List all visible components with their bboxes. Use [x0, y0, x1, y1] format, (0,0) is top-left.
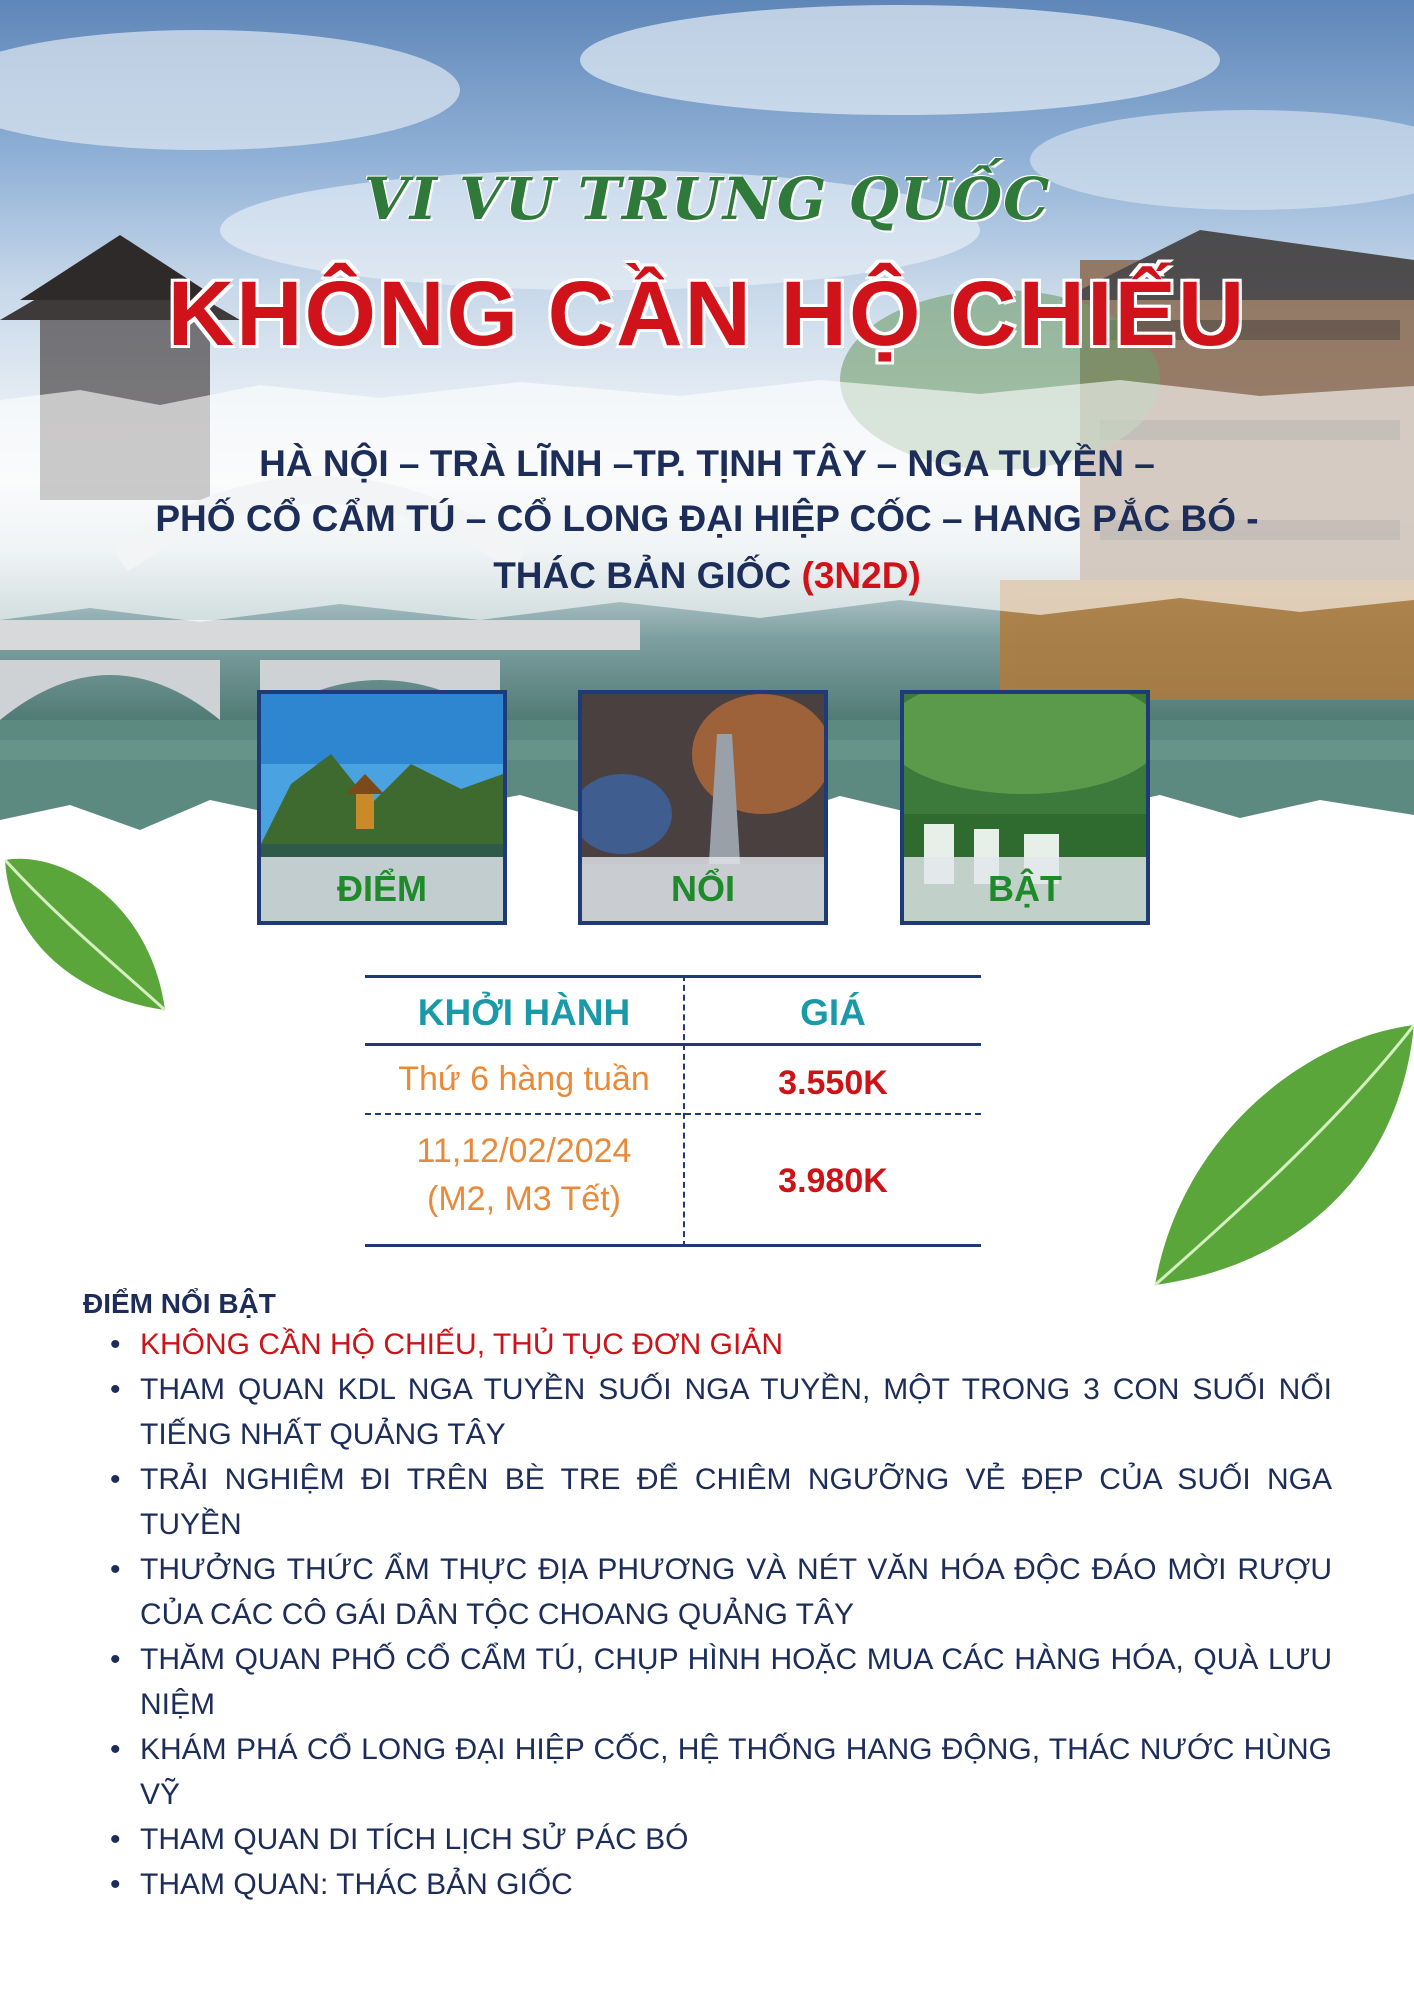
table-header-rule: [365, 1043, 981, 1046]
photo-card-cave: [578, 690, 828, 925]
table-row-2-price: 3.980K: [778, 1162, 888, 1200]
bullet-icon: •: [110, 1868, 121, 1901]
header-price: GIÁ: [800, 992, 866, 1033]
photo-card-karst: [257, 690, 507, 925]
table-top-rule: [365, 975, 981, 978]
highlight-item: • THAM QUAN DI TÍCH LỊCH SỬ PÁC BÓ: [110, 1817, 1332, 1862]
route-line-3: [100, 555, 1314, 597]
highlights-list: [110, 1322, 1332, 1907]
highlights-title: ĐIỂM NỔI BẬT: [83, 1288, 276, 1319]
bullet-icon: •: [110, 1643, 121, 1676]
bullet-icon: •: [110, 1553, 121, 1586]
highlight-item: • THAM QUAN KDL NGA TUYỀN SUỐI NGA TUYỀN, MỘT TRONG 3 CON SUỐI NỔI TIẾNG NHẤT QUẢNG TÂY: [110, 1367, 1332, 1457]
header-departure: KHỞI HÀNH: [417, 992, 631, 1033]
highlight-item: • THƯỞNG THỨC ẨM THỰC ĐỊA PHƯƠNG VÀ NÉT VĂN HÓA ĐỘC ĐÁO MỜI RƯỢU CỦA CÁC CÔ GÁI DÂN TỘC CHOANG QUẢNG TÂY: [110, 1547, 1332, 1637]
highlight-item: • KHÁM PHÁ CỔ LONG ĐẠI HIỆP CỐC, HỆ THỐNG HANG ĐỘNG, THÁC NƯỚC HÙNG VỸ: [110, 1727, 1332, 1817]
photo-label-noi: NỔI: [582, 857, 824, 921]
photo-label-bat: BẬT: [904, 857, 1146, 921]
tour-duration: (3N2D): [801, 555, 921, 596]
highlight-item: • THAM QUAN: THÁC BẢN GIỐC: [110, 1862, 1332, 1907]
bullet-icon: •: [110, 1823, 121, 1856]
table-bottom-rule: [365, 1244, 981, 1247]
table-row-divider: [365, 1113, 981, 1115]
table-row-1-departure: Thứ 6 hàng tuần: [398, 1060, 650, 1098]
leaf-right-icon: [1150, 1020, 1414, 1290]
highlight-item: • THĂM QUAN PHỐ CỔ CẨM TÚ, CHỤP HÌNH HOẶC MUA CÁC HÀNG HÓA, QUÀ LƯU NIỆM: [110, 1637, 1332, 1727]
bullet-icon: •: [110, 1463, 121, 1496]
page-title: KHÔNG CẦN HỘ CHIẾU: [167, 263, 1247, 365]
photo-card-waterfall: [900, 690, 1150, 925]
route-line-2: PHỐ CỔ CẨM TÚ – CỔ LONG ĐẠI HIỆP CỐC – HANG PẮC BÓ -: [155, 498, 1259, 539]
table-row-2-departure-note: (M2, M3 Tết): [427, 1180, 621, 1218]
photo-label-diem: ĐIỂM: [261, 857, 503, 921]
price-table: [365, 975, 981, 1247]
bullet-icon: •: [110, 1733, 121, 1766]
tagline: VI VU TRUNG QUỐC: [363, 165, 1051, 233]
table-row-1-price: 3.550K: [778, 1064, 888, 1102]
highlight-item: • KHÔNG CẦN HỘ CHIẾU, THỦ TỤC ĐƠN GIẢN: [110, 1322, 1332, 1367]
bullet-icon: •: [110, 1328, 121, 1361]
leaf-left-icon: [0, 840, 180, 1020]
route-line-1: HÀ NỘI – TRÀ LĨNH –TP. TỊNH TÂY – NGA TUYỀN –: [259, 443, 1155, 484]
route-final-stop: THÁC BẢN GIỐC: [493, 555, 792, 596]
highlight-item: • TRẢI NGHIỆM ĐI TRÊN BÈ TRE ĐỂ CHIÊM NGƯỠNG VẺ ĐẸP CỦA SUỐI NGA TUYỀN: [110, 1457, 1332, 1547]
table-row-2-departure: 11,12/02/2024: [416, 1132, 632, 1170]
bullet-icon: •: [110, 1373, 121, 1406]
